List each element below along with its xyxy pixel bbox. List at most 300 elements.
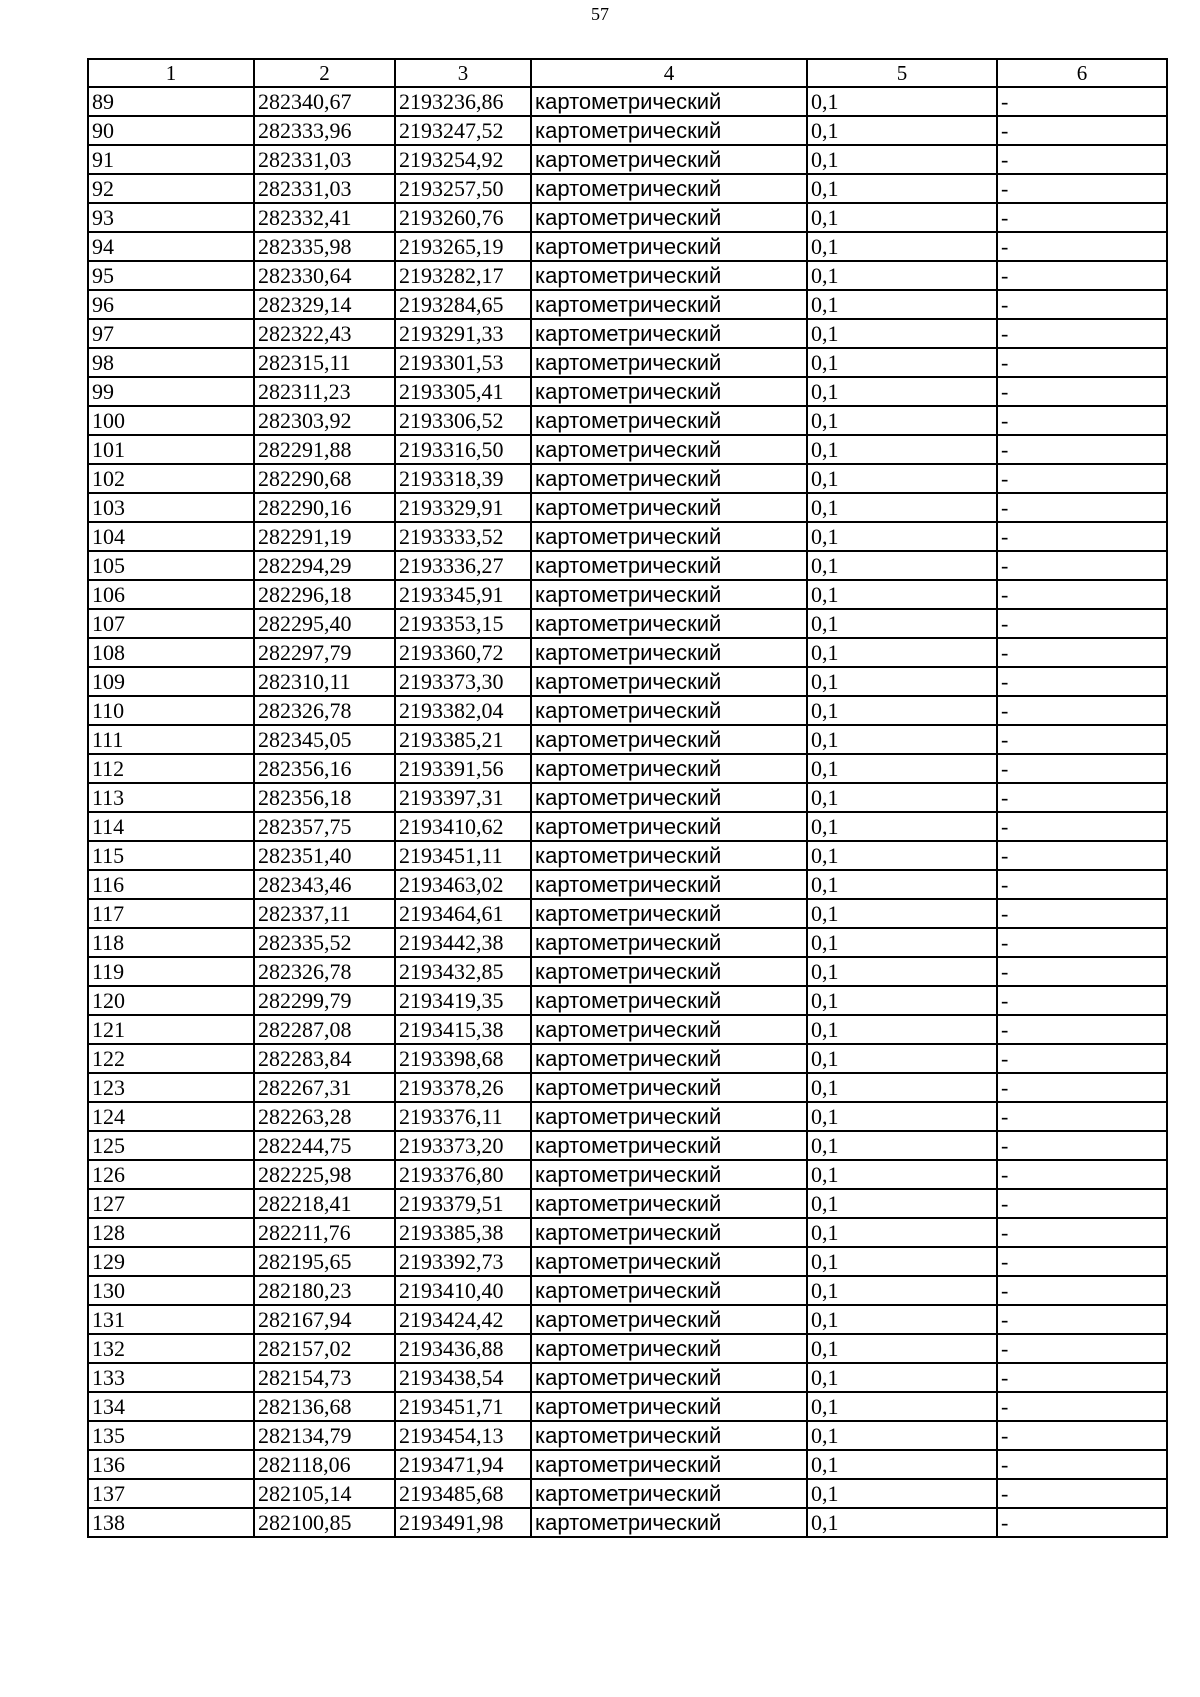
point-number-cell: 132 xyxy=(88,1334,254,1363)
accuracy-cell: 0,1 xyxy=(807,1479,997,1508)
point-number-cell: 120 xyxy=(88,986,254,1015)
y-coordinate-cell: 2193382,04 xyxy=(395,696,531,725)
method-cell: картометрический xyxy=(531,348,807,377)
table-row xyxy=(88,145,1167,174)
point-number-cell: 116 xyxy=(88,870,254,899)
x-coordinate-cell: 282333,96 xyxy=(254,116,395,145)
method-cell: картометрический xyxy=(531,986,807,1015)
point-number-cell: 99 xyxy=(88,377,254,406)
y-coordinate-cell: 2193301,53 xyxy=(395,348,531,377)
x-coordinate-cell: 282299,79 xyxy=(254,986,395,1015)
column-header-4: 4 xyxy=(531,59,807,87)
method-cell: картометрический xyxy=(531,261,807,290)
description-cell: - xyxy=(997,203,1167,232)
table-row xyxy=(88,870,1167,899)
point-number-cell: 112 xyxy=(88,754,254,783)
x-coordinate-cell: 282157,02 xyxy=(254,1334,395,1363)
method-cell: картометрический xyxy=(531,1131,807,1160)
accuracy-cell: 0,1 xyxy=(807,1160,997,1189)
y-coordinate-cell: 2193438,54 xyxy=(395,1363,531,1392)
point-number-cell: 110 xyxy=(88,696,254,725)
method-cell: картометрический xyxy=(531,1160,807,1189)
y-coordinate-cell: 2193353,15 xyxy=(395,609,531,638)
point-number-cell: 101 xyxy=(88,435,254,464)
method-cell: картометрический xyxy=(531,928,807,957)
y-coordinate-cell: 2193424,42 xyxy=(395,1305,531,1334)
description-cell: - xyxy=(997,1450,1167,1479)
accuracy-cell: 0,1 xyxy=(807,1247,997,1276)
table-row xyxy=(88,812,1167,841)
accuracy-cell: 0,1 xyxy=(807,667,997,696)
x-coordinate-cell: 282322,43 xyxy=(254,319,395,348)
accuracy-cell: 0,1 xyxy=(807,754,997,783)
point-number-cell: 98 xyxy=(88,348,254,377)
y-coordinate-cell: 2193451,71 xyxy=(395,1392,531,1421)
table-row xyxy=(88,551,1167,580)
accuracy-cell: 0,1 xyxy=(807,551,997,580)
method-cell: картометрический xyxy=(531,1450,807,1479)
x-coordinate-cell: 282315,11 xyxy=(254,348,395,377)
point-number-cell: 104 xyxy=(88,522,254,551)
table-row xyxy=(88,1131,1167,1160)
x-coordinate-cell: 282357,75 xyxy=(254,812,395,841)
accuracy-cell: 0,1 xyxy=(807,464,997,493)
accuracy-cell: 0,1 xyxy=(807,957,997,986)
method-cell: картометрический xyxy=(531,522,807,551)
table-row xyxy=(88,1450,1167,1479)
point-number-cell: 121 xyxy=(88,1015,254,1044)
table-row xyxy=(88,319,1167,348)
method-cell: картометрический xyxy=(531,609,807,638)
description-cell: - xyxy=(997,1479,1167,1508)
point-number-cell: 115 xyxy=(88,841,254,870)
x-coordinate-cell: 282335,98 xyxy=(254,232,395,261)
y-coordinate-cell: 2193236,86 xyxy=(395,87,531,116)
y-coordinate-cell: 2193360,72 xyxy=(395,638,531,667)
accuracy-cell: 0,1 xyxy=(807,435,997,464)
x-coordinate-cell: 282167,94 xyxy=(254,1305,395,1334)
y-coordinate-cell: 2193376,11 xyxy=(395,1102,531,1131)
description-cell: - xyxy=(997,145,1167,174)
x-coordinate-cell: 282136,68 xyxy=(254,1392,395,1421)
table-row xyxy=(88,1247,1167,1276)
x-coordinate-cell: 282337,11 xyxy=(254,899,395,928)
x-coordinate-cell: 282283,84 xyxy=(254,1044,395,1073)
description-cell: - xyxy=(997,1189,1167,1218)
point-number-cell: 97 xyxy=(88,319,254,348)
method-cell: картометрический xyxy=(531,696,807,725)
accuracy-cell: 0,1 xyxy=(807,319,997,348)
x-coordinate-cell: 282294,29 xyxy=(254,551,395,580)
accuracy-cell: 0,1 xyxy=(807,493,997,522)
table-row xyxy=(88,1218,1167,1247)
accuracy-cell: 0,1 xyxy=(807,696,997,725)
x-coordinate-cell: 282351,40 xyxy=(254,841,395,870)
table-row xyxy=(88,986,1167,1015)
accuracy-cell: 0,1 xyxy=(807,1392,997,1421)
point-number-cell: 136 xyxy=(88,1450,254,1479)
description-cell: - xyxy=(997,986,1167,1015)
point-number-cell: 105 xyxy=(88,551,254,580)
accuracy-cell: 0,1 xyxy=(807,580,997,609)
y-coordinate-cell: 2193398,68 xyxy=(395,1044,531,1073)
accuracy-cell: 0,1 xyxy=(807,638,997,667)
point-number-cell: 94 xyxy=(88,232,254,261)
accuracy-cell: 0,1 xyxy=(807,1276,997,1305)
point-number-cell: 100 xyxy=(88,406,254,435)
description-cell: - xyxy=(997,957,1167,986)
accuracy-cell: 0,1 xyxy=(807,1044,997,1073)
accuracy-cell: 0,1 xyxy=(807,1015,997,1044)
column-header-6: 6 xyxy=(997,59,1167,87)
method-cell: картометрический xyxy=(531,174,807,203)
x-coordinate-cell: 282345,05 xyxy=(254,725,395,754)
table-row xyxy=(88,1334,1167,1363)
method-cell: картометрический xyxy=(531,1102,807,1131)
method-cell: картометрический xyxy=(531,435,807,464)
method-cell: картометрический xyxy=(531,1247,807,1276)
method-cell: картометрический xyxy=(531,1073,807,1102)
method-cell: картометрический xyxy=(531,725,807,754)
y-coordinate-cell: 2193329,91 xyxy=(395,493,531,522)
description-cell: - xyxy=(997,116,1167,145)
description-cell: - xyxy=(997,493,1167,522)
method-cell: картометрический xyxy=(531,1218,807,1247)
y-coordinate-cell: 2193257,50 xyxy=(395,174,531,203)
method-cell: картометрический xyxy=(531,1015,807,1044)
accuracy-cell: 0,1 xyxy=(807,899,997,928)
description-cell: - xyxy=(997,1073,1167,1102)
description-cell: - xyxy=(997,1131,1167,1160)
y-coordinate-cell: 2193442,38 xyxy=(395,928,531,957)
point-number-cell: 117 xyxy=(88,899,254,928)
y-coordinate-cell: 2193410,62 xyxy=(395,812,531,841)
table-row xyxy=(88,841,1167,870)
accuracy-cell: 0,1 xyxy=(807,87,997,116)
x-coordinate-cell: 282295,40 xyxy=(254,609,395,638)
x-coordinate-cell: 282225,98 xyxy=(254,1160,395,1189)
y-coordinate-cell: 2193451,11 xyxy=(395,841,531,870)
accuracy-cell: 0,1 xyxy=(807,986,997,1015)
description-cell: - xyxy=(997,319,1167,348)
table-row xyxy=(88,609,1167,638)
accuracy-cell: 0,1 xyxy=(807,1073,997,1102)
x-coordinate-cell: 282105,14 xyxy=(254,1479,395,1508)
point-number-cell: 96 xyxy=(88,290,254,319)
point-number-cell: 129 xyxy=(88,1247,254,1276)
description-cell: - xyxy=(997,377,1167,406)
method-cell: картометрический xyxy=(531,580,807,609)
description-cell: - xyxy=(997,1015,1167,1044)
x-coordinate-cell: 282100,85 xyxy=(254,1508,395,1537)
y-coordinate-cell: 2193471,94 xyxy=(395,1450,531,1479)
y-coordinate-cell: 2193491,98 xyxy=(395,1508,531,1537)
point-number-cell: 107 xyxy=(88,609,254,638)
method-cell: картометрический xyxy=(531,1334,807,1363)
description-cell: - xyxy=(997,754,1167,783)
description-cell: - xyxy=(997,174,1167,203)
description-cell: - xyxy=(997,1334,1167,1363)
point-number-cell: 114 xyxy=(88,812,254,841)
point-number-cell: 119 xyxy=(88,957,254,986)
x-coordinate-cell: 282211,76 xyxy=(254,1218,395,1247)
description-cell: - xyxy=(997,899,1167,928)
point-number-cell: 93 xyxy=(88,203,254,232)
accuracy-cell: 0,1 xyxy=(807,1334,997,1363)
point-number-cell: 126 xyxy=(88,1160,254,1189)
accuracy-cell: 0,1 xyxy=(807,812,997,841)
description-cell: - xyxy=(997,580,1167,609)
description-cell: - xyxy=(997,261,1167,290)
accuracy-cell: 0,1 xyxy=(807,348,997,377)
y-coordinate-cell: 2193397,31 xyxy=(395,783,531,812)
description-cell: - xyxy=(997,435,1167,464)
x-coordinate-cell: 282332,41 xyxy=(254,203,395,232)
point-number-cell: 127 xyxy=(88,1189,254,1218)
method-cell: картометрический xyxy=(531,1276,807,1305)
method-cell: картометрический xyxy=(531,551,807,580)
x-coordinate-cell: 282267,31 xyxy=(254,1073,395,1102)
point-number-cell: 128 xyxy=(88,1218,254,1247)
description-cell: - xyxy=(997,638,1167,667)
table-row xyxy=(88,696,1167,725)
description-cell: - xyxy=(997,1276,1167,1305)
accuracy-cell: 0,1 xyxy=(807,1363,997,1392)
description-cell: - xyxy=(997,1102,1167,1131)
x-coordinate-cell: 282180,23 xyxy=(254,1276,395,1305)
method-cell: картометрический xyxy=(531,783,807,812)
y-coordinate-cell: 2193373,20 xyxy=(395,1131,531,1160)
point-number-cell: 138 xyxy=(88,1508,254,1537)
x-coordinate-cell: 282331,03 xyxy=(254,145,395,174)
table-row xyxy=(88,435,1167,464)
point-number-cell: 91 xyxy=(88,145,254,174)
table-row xyxy=(88,174,1167,203)
description-cell: - xyxy=(997,841,1167,870)
x-coordinate-cell: 282331,03 xyxy=(254,174,395,203)
table-row xyxy=(88,1160,1167,1189)
y-coordinate-cell: 2193345,91 xyxy=(395,580,531,609)
table-row xyxy=(88,87,1167,116)
table-row xyxy=(88,464,1167,493)
table-row xyxy=(88,261,1167,290)
description-cell: - xyxy=(997,1421,1167,1450)
x-coordinate-cell: 282287,08 xyxy=(254,1015,395,1044)
column-header-5: 5 xyxy=(807,59,997,87)
table-row xyxy=(88,1479,1167,1508)
method-cell: картометрический xyxy=(531,1189,807,1218)
method-cell: картометрический xyxy=(531,841,807,870)
accuracy-cell: 0,1 xyxy=(807,783,997,812)
accuracy-cell: 0,1 xyxy=(807,522,997,551)
description-cell: - xyxy=(997,1160,1167,1189)
page-number: 57 xyxy=(591,4,609,24)
table-row xyxy=(88,203,1167,232)
y-coordinate-cell: 2193336,27 xyxy=(395,551,531,580)
description-cell: - xyxy=(997,870,1167,899)
column-header-2: 2 xyxy=(254,59,395,87)
accuracy-cell: 0,1 xyxy=(807,290,997,319)
x-coordinate-cell: 282310,11 xyxy=(254,667,395,696)
y-coordinate-cell: 2193436,88 xyxy=(395,1334,531,1363)
description-cell: - xyxy=(997,696,1167,725)
accuracy-cell: 0,1 xyxy=(807,116,997,145)
method-cell: картометрический xyxy=(531,1421,807,1450)
table-row xyxy=(88,290,1167,319)
y-coordinate-cell: 2193318,39 xyxy=(395,464,531,493)
accuracy-cell: 0,1 xyxy=(807,232,997,261)
point-number-cell: 123 xyxy=(88,1073,254,1102)
method-cell: картометрический xyxy=(531,203,807,232)
y-coordinate-cell: 2193247,52 xyxy=(395,116,531,145)
x-coordinate-cell: 282311,23 xyxy=(254,377,395,406)
y-coordinate-cell: 2193454,13 xyxy=(395,1421,531,1450)
y-coordinate-cell: 2193254,92 xyxy=(395,145,531,174)
accuracy-cell: 0,1 xyxy=(807,1102,997,1131)
table-header xyxy=(88,59,1167,87)
x-coordinate-cell: 282195,65 xyxy=(254,1247,395,1276)
description-cell: - xyxy=(997,1044,1167,1073)
y-coordinate-cell: 2193282,17 xyxy=(395,261,531,290)
method-cell: картометрический xyxy=(531,1479,807,1508)
y-coordinate-cell: 2193306,52 xyxy=(395,406,531,435)
point-number-cell: 135 xyxy=(88,1421,254,1450)
description-cell: - xyxy=(997,928,1167,957)
description-cell: - xyxy=(997,1247,1167,1276)
y-coordinate-cell: 2193391,56 xyxy=(395,754,531,783)
y-coordinate-cell: 2193373,30 xyxy=(395,667,531,696)
table-row xyxy=(88,522,1167,551)
table-row xyxy=(88,232,1167,261)
table-row xyxy=(88,1305,1167,1334)
accuracy-cell: 0,1 xyxy=(807,1450,997,1479)
accuracy-cell: 0,1 xyxy=(807,870,997,899)
method-cell: картометрический xyxy=(531,1392,807,1421)
y-coordinate-cell: 2193385,21 xyxy=(395,725,531,754)
point-number-cell: 102 xyxy=(88,464,254,493)
method-cell: картометрический xyxy=(531,899,807,928)
point-number-cell: 125 xyxy=(88,1131,254,1160)
x-coordinate-cell: 282118,06 xyxy=(254,1450,395,1479)
point-number-cell: 111 xyxy=(88,725,254,754)
point-number-cell: 134 xyxy=(88,1392,254,1421)
x-coordinate-cell: 282244,75 xyxy=(254,1131,395,1160)
point-number-cell: 92 xyxy=(88,174,254,203)
accuracy-cell: 0,1 xyxy=(807,841,997,870)
y-coordinate-cell: 2193284,65 xyxy=(395,290,531,319)
point-number-cell: 109 xyxy=(88,667,254,696)
table-body xyxy=(88,87,1167,1537)
y-coordinate-cell: 2193379,51 xyxy=(395,1189,531,1218)
y-coordinate-cell: 2193378,26 xyxy=(395,1073,531,1102)
table-row xyxy=(88,667,1167,696)
accuracy-cell: 0,1 xyxy=(807,1189,997,1218)
accuracy-cell: 0,1 xyxy=(807,1508,997,1537)
point-number-cell: 103 xyxy=(88,493,254,522)
table-row xyxy=(88,754,1167,783)
y-coordinate-cell: 2193376,80 xyxy=(395,1160,531,1189)
accuracy-cell: 0,1 xyxy=(807,928,997,957)
description-cell: - xyxy=(997,609,1167,638)
table-row xyxy=(88,1363,1167,1392)
accuracy-cell: 0,1 xyxy=(807,261,997,290)
point-number-cell: 118 xyxy=(88,928,254,957)
description-cell: - xyxy=(997,783,1167,812)
method-cell: картометрический xyxy=(531,870,807,899)
point-number-cell: 106 xyxy=(88,580,254,609)
method-cell: картометрический xyxy=(531,319,807,348)
table-row xyxy=(88,1276,1167,1305)
description-cell: - xyxy=(997,1508,1167,1537)
accuracy-cell: 0,1 xyxy=(807,1305,997,1334)
description-cell: - xyxy=(997,87,1167,116)
point-number-cell: 89 xyxy=(88,87,254,116)
method-cell: картометрический xyxy=(531,638,807,667)
method-cell: картометрический xyxy=(531,1305,807,1334)
x-coordinate-cell: 282291,88 xyxy=(254,435,395,464)
description-cell: - xyxy=(997,522,1167,551)
table-row xyxy=(88,899,1167,928)
table-row xyxy=(88,377,1167,406)
x-coordinate-cell: 282290,16 xyxy=(254,493,395,522)
header-row xyxy=(88,59,1167,87)
table-row xyxy=(88,580,1167,609)
x-coordinate-cell: 282326,78 xyxy=(254,696,395,725)
x-coordinate-cell: 282297,79 xyxy=(254,638,395,667)
method-cell: картометрический xyxy=(531,290,807,319)
description-cell: - xyxy=(997,725,1167,754)
table-row xyxy=(88,1102,1167,1131)
y-coordinate-cell: 2193392,73 xyxy=(395,1247,531,1276)
table-row xyxy=(88,1044,1167,1073)
point-number-cell: 130 xyxy=(88,1276,254,1305)
table-row xyxy=(88,638,1167,667)
point-number-cell: 137 xyxy=(88,1479,254,1508)
x-coordinate-cell: 282290,68 xyxy=(254,464,395,493)
point-number-cell: 90 xyxy=(88,116,254,145)
x-coordinate-cell: 282296,18 xyxy=(254,580,395,609)
y-coordinate-cell: 2193305,41 xyxy=(395,377,531,406)
accuracy-cell: 0,1 xyxy=(807,406,997,435)
y-coordinate-cell: 2193333,52 xyxy=(395,522,531,551)
method-cell: картометрический xyxy=(531,493,807,522)
method-cell: картометрический xyxy=(531,232,807,261)
method-cell: картометрический xyxy=(531,1363,807,1392)
x-coordinate-cell: 282356,18 xyxy=(254,783,395,812)
x-coordinate-cell: 282134,79 xyxy=(254,1421,395,1450)
y-coordinate-cell: 2193415,38 xyxy=(395,1015,531,1044)
column-header-1: 1 xyxy=(88,59,254,87)
accuracy-cell: 0,1 xyxy=(807,1218,997,1247)
y-coordinate-cell: 2193485,68 xyxy=(395,1479,531,1508)
method-cell: картометрический xyxy=(531,754,807,783)
y-coordinate-cell: 2193432,85 xyxy=(395,957,531,986)
description-cell: - xyxy=(997,464,1167,493)
x-coordinate-cell: 282154,73 xyxy=(254,1363,395,1392)
table-row xyxy=(88,1508,1167,1537)
accuracy-cell: 0,1 xyxy=(807,203,997,232)
accuracy-cell: 0,1 xyxy=(807,145,997,174)
point-number-cell: 133 xyxy=(88,1363,254,1392)
y-coordinate-cell: 2193385,38 xyxy=(395,1218,531,1247)
table-row xyxy=(88,348,1167,377)
coordinates-table xyxy=(87,58,1168,1538)
table-row xyxy=(88,1392,1167,1421)
description-cell: - xyxy=(997,1305,1167,1334)
description-cell: - xyxy=(997,667,1167,696)
x-coordinate-cell: 282329,14 xyxy=(254,290,395,319)
y-coordinate-cell: 2193463,02 xyxy=(395,870,531,899)
